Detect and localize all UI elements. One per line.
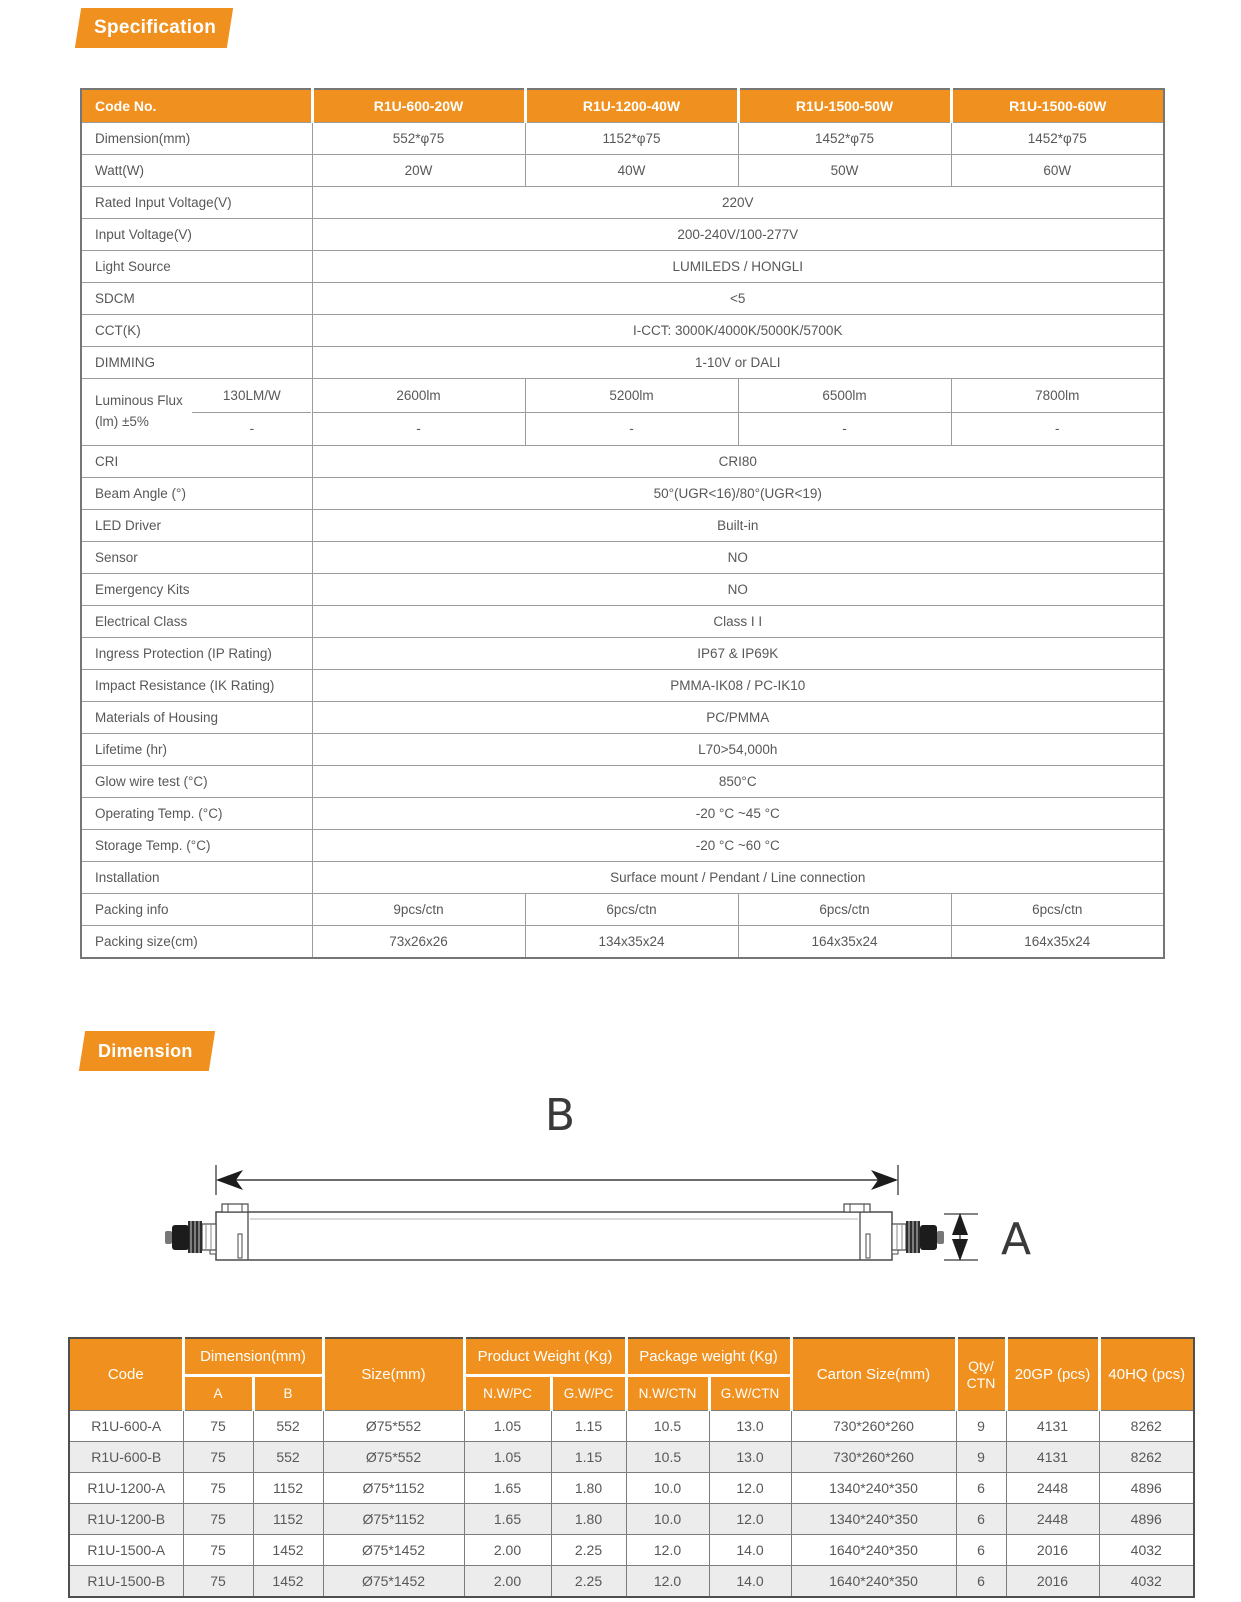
- dim-cell: 1.05: [464, 1442, 551, 1473]
- dim-cell: 2.00: [464, 1535, 551, 1566]
- spec-cell: 20W: [312, 155, 525, 187]
- dimension-diagram: [0, 1082, 1241, 1297]
- spec-cell-span: 850°C: [312, 766, 1164, 798]
- dim-cell: 2448: [1006, 1473, 1099, 1504]
- spec-row-label: Input Voltage(V): [81, 219, 312, 251]
- dim-cell: 1152: [253, 1504, 323, 1535]
- spec-luminous-label-cell: [81, 379, 312, 446]
- dim-table-row: [69, 1566, 1194, 1598]
- dim-cell: 4896: [1099, 1504, 1194, 1535]
- dim-header-carton-size: Carton Size(mm): [791, 1338, 956, 1411]
- dim-cell: 2016: [1006, 1535, 1099, 1566]
- spec-cell: 164x35x24: [738, 926, 951, 959]
- dim-cell: 4032: [1099, 1566, 1194, 1598]
- spec-header-model-3: R1U-1500-50W: [738, 89, 951, 123]
- dim-header-dimension-group: Dimension(mm): [183, 1338, 323, 1376]
- spec-cell: 60W: [951, 155, 1164, 187]
- spec-row-label: SDCM: [81, 283, 312, 315]
- dim-cell: 12.0: [626, 1566, 709, 1598]
- spec-cell-span: -20 °C ~45 °C: [312, 798, 1164, 830]
- dim-cell: 13.0: [709, 1442, 791, 1473]
- spec-row-label: CRI: [81, 446, 312, 478]
- dim-header-code: Code: [69, 1338, 183, 1411]
- qty-line1: Qty/: [968, 1358, 994, 1375]
- dim-cell: 1.15: [551, 1442, 626, 1473]
- spec-row-sdcm: [81, 283, 1164, 315]
- specification-section-badge: [78, 8, 230, 48]
- spec-cell: 50W: [738, 155, 951, 187]
- spec-row-label: Lifetime (hr): [81, 734, 312, 766]
- dim-header-size: Size(mm): [323, 1338, 464, 1411]
- spec-row-dimming: [81, 347, 1164, 379]
- dim-header-nw-pc: N.W/PC: [464, 1376, 551, 1411]
- spec-cell: -: [951, 412, 1164, 446]
- dim-cell: Ø75*552: [323, 1442, 464, 1473]
- spec-cell-span: PMMA-IK08 / PC-IK10: [312, 670, 1164, 702]
- spec-cell: 73x26x26: [312, 926, 525, 959]
- spec-row-label: Sensor: [81, 542, 312, 574]
- dim-cell: 4131: [1006, 1411, 1099, 1442]
- dim-cell: 13.0: [709, 1411, 791, 1442]
- spec-row-label: Materials of Housing: [81, 702, 312, 734]
- spec-row-dimension: [81, 123, 1164, 155]
- dim-cell: Ø75*1452: [323, 1535, 464, 1566]
- spec-row-label: Dimension(mm): [81, 123, 312, 155]
- dim-cell-code: R1U-1200-A: [69, 1473, 183, 1504]
- dim-cell: 552: [253, 1411, 323, 1442]
- dim-cell: 75: [183, 1442, 253, 1473]
- dim-cell: 1.05: [464, 1411, 551, 1442]
- dim-cell: 1640*240*350: [791, 1566, 956, 1598]
- spec-cell: 7800lm: [951, 379, 1164, 413]
- spec-cell: 2600lm: [312, 379, 525, 413]
- dim-cell: Ø75*1452: [323, 1566, 464, 1598]
- dim-header-qty-ctn: [956, 1338, 1006, 1411]
- spec-row-label: Light Source: [81, 251, 312, 283]
- spec-cell: 134x35x24: [525, 926, 738, 959]
- spec-row-installation: [81, 862, 1164, 894]
- spec-cell-span: Class I I: [312, 606, 1164, 638]
- dim-cell: 9: [956, 1442, 1006, 1473]
- luminous-efficacy-dash: -: [249, 421, 255, 437]
- dim-cell: 1340*240*350: [791, 1504, 956, 1535]
- dim-cell: 14.0: [709, 1535, 791, 1566]
- dim-cell: 1.80: [551, 1473, 626, 1504]
- spec-row-label: Rated Input Voltage(V): [81, 187, 312, 219]
- dim-cell: 8262: [1099, 1411, 1194, 1442]
- spec-row-light-source: [81, 251, 1164, 283]
- dim-cell: 552: [253, 1442, 323, 1473]
- spec-cell-span: -20 °C ~60 °C: [312, 830, 1164, 862]
- dim-cell: 75: [183, 1411, 253, 1442]
- dim-cell: 75: [183, 1566, 253, 1598]
- dim-cell: 2.25: [551, 1566, 626, 1598]
- spec-cell-span: LUMILEDS / HONGLI: [312, 251, 1164, 283]
- dim-table-row: [69, 1535, 1194, 1566]
- spec-cell-span: IP67 & IP69K: [312, 638, 1164, 670]
- spec-cell: 164x35x24: [951, 926, 1164, 959]
- qty-line2: CTN: [966, 1374, 996, 1391]
- dim-table-row: [69, 1504, 1194, 1535]
- spec-row-emergency-kits: [81, 574, 1164, 606]
- luminous-label-wrap: [82, 379, 312, 445]
- right-gland-cap: [920, 1225, 937, 1250]
- spec-row-cct: [81, 315, 1164, 347]
- spec-cell-span: Built-in: [312, 510, 1164, 542]
- dim-cell: 2.00: [464, 1566, 551, 1598]
- luminous-label: [82, 379, 192, 445]
- spec-header-code-no: Code No.: [81, 89, 312, 123]
- diagram-diameter-label: A: [1000, 1214, 1032, 1265]
- dim-cell: 12.0: [626, 1535, 709, 1566]
- dim-cell: 6: [956, 1473, 1006, 1504]
- spec-row-ik-rating: [81, 670, 1164, 702]
- spec-cell: 1452*φ75: [738, 123, 951, 155]
- dim-cell: 1340*240*350: [791, 1473, 956, 1504]
- spec-cell: 9pcs/ctn: [312, 894, 525, 926]
- spec-cell: 40W: [525, 155, 738, 187]
- spec-cell-span: NO: [312, 574, 1164, 606]
- spec-row-label: CCT(K): [81, 315, 312, 347]
- luminous-efficacy-subcell: [192, 379, 311, 445]
- spec-row-sensor: [81, 542, 1164, 574]
- spec-cell: 1452*φ75: [951, 123, 1164, 155]
- dim-cell: 10.0: [626, 1473, 709, 1504]
- dim-cell: 6: [956, 1566, 1006, 1598]
- spec-row-materials: [81, 702, 1164, 734]
- spec-cell-span: <5: [312, 283, 1164, 315]
- spec-cell-span: PC/PMMA: [312, 702, 1164, 734]
- spec-row-label: Glow wire test (°C): [81, 766, 312, 798]
- dim-cell: 14.0: [709, 1566, 791, 1598]
- dim-cell-code: R1U-1200-B: [69, 1504, 183, 1535]
- specification-table: [80, 88, 1165, 959]
- spec-cell: -: [738, 412, 951, 446]
- dim-header-product-weight-group: Product Weight (Kg): [464, 1338, 626, 1376]
- spec-row-label: Storage Temp. (°C): [81, 830, 312, 862]
- dim-cell: 12.0: [709, 1504, 791, 1535]
- spec-row-label: Operating Temp. (°C): [81, 798, 312, 830]
- diagram-length-label: B: [544, 1090, 576, 1141]
- dim-cell: 6: [956, 1504, 1006, 1535]
- dim-table-row: [69, 1442, 1194, 1473]
- arrow-up-icon: [952, 1213, 968, 1235]
- spec-row-cri: [81, 446, 1164, 478]
- dim-cell: 1452: [253, 1535, 323, 1566]
- dim-cell: 1.15: [551, 1411, 626, 1442]
- dim-table-row: [69, 1473, 1194, 1504]
- spec-cell-span: L70>54,000h: [312, 734, 1164, 766]
- spec-cell-span: 1-10V or DALI: [312, 347, 1164, 379]
- dim-header-40hq: 40HQ (pcs): [1099, 1338, 1194, 1411]
- dim-header-nw-ctn: N.W/CTN: [626, 1376, 709, 1411]
- dim-cell: 75: [183, 1473, 253, 1504]
- dim-cell: Ø75*1152: [323, 1504, 464, 1535]
- spec-header-model-4: R1U-1500-60W: [951, 89, 1164, 123]
- arrow-down-icon: [952, 1239, 968, 1261]
- spec-row-beam-angle: [81, 478, 1164, 510]
- right-gland-tip: [937, 1231, 944, 1244]
- spec-cell: 1152*φ75: [525, 123, 738, 155]
- spec-row-label: Ingress Protection (IP Rating): [81, 638, 312, 670]
- dim-cell: 730*260*260: [791, 1411, 956, 1442]
- dim-cell: 4032: [1099, 1535, 1194, 1566]
- spec-row-packing-info: [81, 894, 1164, 926]
- left-cap-screw-block: [222, 1204, 248, 1212]
- dim-cell: 730*260*260: [791, 1442, 956, 1473]
- dim-cell: Ø75*1152: [323, 1473, 464, 1504]
- dim-cell: 10.5: [626, 1442, 709, 1473]
- spec-row-storage-temp: [81, 830, 1164, 862]
- spec-row-label: Installation: [81, 862, 312, 894]
- spec-row-label: Watt(W): [81, 155, 312, 187]
- dim-cell: 12.0: [709, 1473, 791, 1504]
- dim-cell: 75: [183, 1535, 253, 1566]
- dim-cell: 1640*240*350: [791, 1535, 956, 1566]
- left-gland-nut: [202, 1224, 216, 1250]
- spec-row-luminous-top: [81, 379, 1164, 413]
- specification-section-title: Specification: [94, 17, 217, 38]
- spec-row-label: Packing info: [81, 894, 312, 926]
- dim-cell: 4896: [1099, 1473, 1194, 1504]
- dim-cell: 2.25: [551, 1535, 626, 1566]
- dim-header-row-main: [69, 1338, 1194, 1376]
- dim-header-b: B: [253, 1376, 323, 1411]
- dim-header-a: A: [183, 1376, 253, 1411]
- spec-cell: 6500lm: [738, 379, 951, 413]
- dim-header-package-weight-group: Package weight (Kg): [626, 1338, 791, 1376]
- dim-cell: 75: [183, 1504, 253, 1535]
- spec-cell: 552*φ75: [312, 123, 525, 155]
- dim-cell: 1452: [253, 1566, 323, 1598]
- spec-header-model-1: R1U-600-20W: [312, 89, 525, 123]
- spec-cell: 6pcs/ctn: [525, 894, 738, 926]
- luminous-label-line2: (lm) ±5%: [95, 414, 149, 429]
- spec-row-label: Packing size(cm): [81, 926, 312, 959]
- left-gland-tip: [165, 1231, 172, 1244]
- dim-cell: 8262: [1099, 1442, 1194, 1473]
- dim-cell: 1.80: [551, 1504, 626, 1535]
- dim-cell: 10.0: [626, 1504, 709, 1535]
- spec-row-glow-wire: [81, 766, 1164, 798]
- spec-cell-span: Surface mount / Pendant / Line connection: [312, 862, 1164, 894]
- dim-cell: 6: [956, 1535, 1006, 1566]
- spec-header-model-2: R1U-1200-40W: [525, 89, 738, 123]
- luminous-label-line1: Luminous Flux: [95, 393, 183, 409]
- luminous-efficacy-value: 130LM/W: [192, 379, 311, 413]
- spec-row-packing-size: [81, 926, 1164, 959]
- dim-cell-code: R1U-1500-B: [69, 1566, 183, 1598]
- spec-row-operating-temp: [81, 798, 1164, 830]
- spec-row-electrical-class: [81, 606, 1164, 638]
- spec-cell-span: CRI80: [312, 446, 1164, 478]
- spec-row-label: Beam Angle (°): [81, 478, 312, 510]
- dim-cell: 1.65: [464, 1473, 551, 1504]
- spec-row-label: LED Driver: [81, 510, 312, 542]
- dim-cell: 4131: [1006, 1442, 1099, 1473]
- spec-cell-span: I-CCT: 3000K/4000K/5000K/5700K: [312, 315, 1164, 347]
- dimension-table: [68, 1337, 1195, 1598]
- dim-cell: 1.65: [464, 1504, 551, 1535]
- spec-cell: 6pcs/ctn: [951, 894, 1164, 926]
- dim-cell-code: R1U-600-B: [69, 1442, 183, 1473]
- dim-header-20gp: 20GP (pcs): [1006, 1338, 1099, 1411]
- dim-cell: 10.5: [626, 1411, 709, 1442]
- spec-row-label: Electrical Class: [81, 606, 312, 638]
- spec-row-lifetime: [81, 734, 1164, 766]
- dim-header-gw-pc: G.W/PC: [551, 1376, 626, 1411]
- spec-header-row: [81, 89, 1164, 123]
- dim-cell-code: R1U-1500-A: [69, 1535, 183, 1566]
- spec-row-input-voltage: [81, 219, 1164, 251]
- dimension-section-title: Dimension: [98, 1041, 193, 1061]
- spec-row-label: DIMMING: [81, 347, 312, 379]
- right-gland-nut: [892, 1224, 906, 1250]
- spec-row-label: Emergency Kits: [81, 574, 312, 606]
- dim-cell: 2448: [1006, 1504, 1099, 1535]
- dim-table-row: [69, 1411, 1194, 1442]
- dim-cell: 1152: [253, 1473, 323, 1504]
- spec-cell: -: [312, 412, 525, 446]
- spec-row-ip-rating: [81, 638, 1164, 670]
- dimension-section-badge: [82, 1031, 212, 1071]
- spec-cell-span: 200-240V/100-277V: [312, 219, 1164, 251]
- dim-cell-code: R1U-600-A: [69, 1411, 183, 1442]
- spec-row-watt: [81, 155, 1164, 187]
- dim-cell: 2016: [1006, 1566, 1099, 1598]
- spec-row-led-driver: [81, 510, 1164, 542]
- spec-cell: -: [525, 412, 738, 446]
- spec-cell-span: 50°(UGR<16)/80°(UGR<19): [312, 478, 1164, 510]
- spec-cell: 5200lm: [525, 379, 738, 413]
- spec-cell-span: NO: [312, 542, 1164, 574]
- spec-row-rated-voltage: [81, 187, 1164, 219]
- spec-cell: 6pcs/ctn: [738, 894, 951, 926]
- dim-cell: 9: [956, 1411, 1006, 1442]
- dim-header-gw-ctn: G.W/CTN: [709, 1376, 791, 1411]
- spec-row-label: Impact Resistance (IK Rating): [81, 670, 312, 702]
- dim-cell: Ø75*552: [323, 1411, 464, 1442]
- left-gland-cap: [172, 1225, 189, 1250]
- spec-cell-span: 220V: [312, 187, 1164, 219]
- right-cap-screw-block: [844, 1204, 870, 1212]
